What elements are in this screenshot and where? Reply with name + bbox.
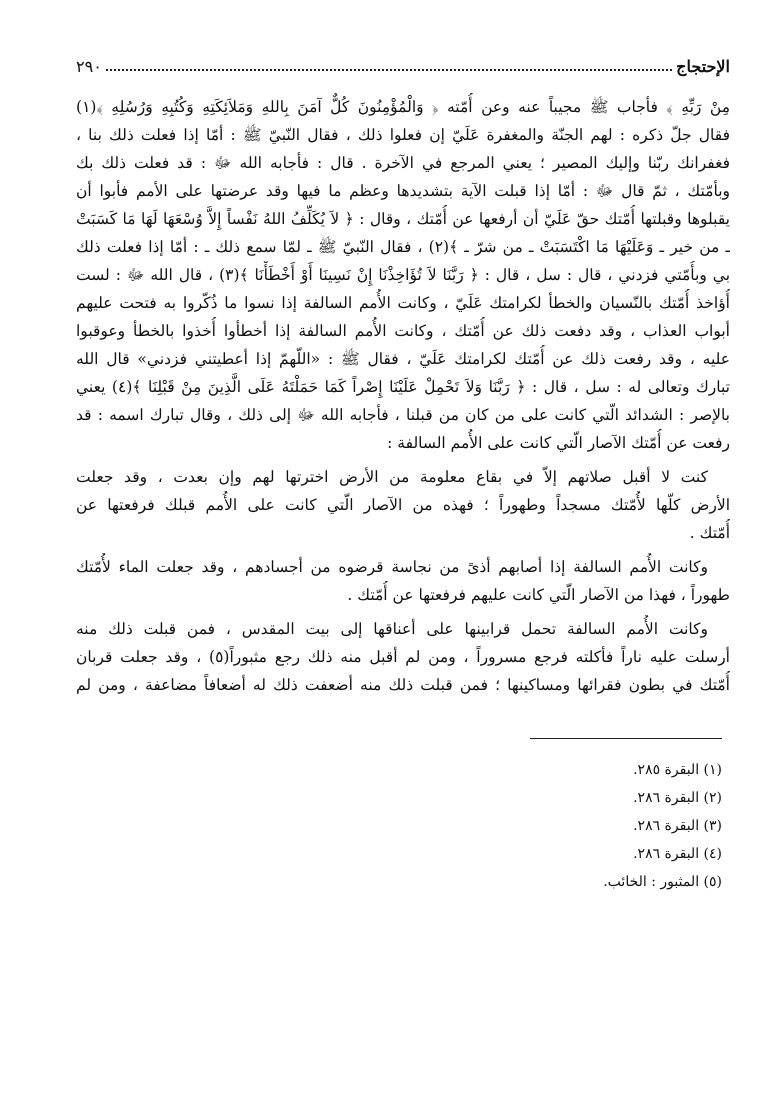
text-line: وكانت الأُمم السالفة إذا أصابهم أذىً من نجاسة قرضوه من أجسادهم ، وقد جعلت الماء لأُمّتك: [76, 558, 708, 576]
footnote: (١) البقرة ٢٨٥.: [633, 762, 722, 778]
main-text: [76, 93, 730, 699]
page-header: [76, 52, 730, 76]
text-line: بالإصر : الشدائد الّتي كانت على من كان من قبلنا ، فأجابه الله ﷻ إلى ذلك ، وقال تبارك اسمه : قد: [76, 406, 730, 424]
text-line: بي وبأُمّتي فزدني ، قال : سل ، قال : ﴿ رَبَّنَا لاَ تُؤَاخِذْنَا إِنْ نَسِينَا أَوْ أَخْطَأْنَا ﴾(٣) ، قال الله ﷻ : لست: [76, 266, 730, 284]
footnote: (٤) البقرة ٢٨٦.: [633, 846, 722, 862]
text-line: أرسلت عليه ناراً فأكلته فرجع مسروراً ، ومن لم أقبل منه ذلك رجع مثبوراً(٥) ، وقد جعلت قربان: [76, 648, 730, 666]
text-line: عليه ، وقد رفعت ذلك عن أُمّتك لكرامتك عَلَيّ ، فقال ﷺ : «اللّهمّ إذا أعطيتني فزدني» قال الله: [76, 350, 730, 368]
text-line: طهوراً ، فهذا من الآصار الّتي كانت عليهم فرفعتها عن أُمّتك .: [347, 586, 730, 604]
text-line: أُمّتك .: [689, 524, 730, 542]
text-line: كنت لا أقبل صلاتهم إلاّ في بقاع معلومة من الأرض اخترتها لهم وإن بعدت ، وقد جعلت: [76, 468, 708, 486]
text-line: فقال جلّ ذكره : لهم الجنّة والمغفرة عَلَيّ إن فعلوا ذلك ، فقال النّبيّ ﷺ : أمّا إذا فعلت ذلك بنا ،: [76, 126, 730, 144]
text-line: أبواب العذاب ، وقد دفعت ذلك عن أُمّتك ، وكانت الأُمم السالفة إذا أخطأوا أُخذوا بالخطأ وعوقبوا: [76, 322, 730, 340]
text-line: مِنْ رَبِّهِ ﴾ فأجاب ﷺ مجيباً عنه وعن أُمّته ﴿ وَالْمُؤْمِنُونَ كُلٌّ آمَنَ بِاللهِ وَمَلاَئِكَتِهِ وَكُتُبِهِ وَرُسُلِهِ ﴾(١): [76, 98, 730, 116]
text-line: يقبلوها وقبلتها أُمّتك حقّ عَلَيّ أن أرفعها عن أُمّتك ، وقال : ﴿ لاَ يُكَلِّفُ اللهُ نَفْساً إِلاَّ وُسْعَهَا لَهَا مَا كَسَبَتْ: [76, 210, 730, 228]
text-line: وكانت الأُمم السالفة تحمل قرابينها على أعناقها إلى بيت المقدس ، فمن قبلت ذلك منه: [76, 620, 708, 638]
text-line: فغفرانك ربّنا وإليك المصير ؛ يعني المرجع في الآخرة . قال : فأجابه الله ﷻ : قد فعلت ذلك بك: [76, 154, 730, 172]
footnote: (٥) المثبور : الخائب.: [603, 874, 722, 890]
footnote-separator: [530, 738, 722, 739]
text-line: تبارك وتعالى له : سل ، قال : ﴿ رَبَّنَا وَلاَ تَحْمِلْ عَلَيْنَا إِصْراً كَمَا حَمَلْتَهُ عَلَى الَّذِينَ مِنْ قَبْلِنَا ﴾(٤) يعني: [76, 378, 730, 396]
text-line: أُمّتك في بطون فقرائها ومساكينها ؛ فمن قبلت ذلك منه أضعفت ذلك له أضعافاً مضاعفة ، ومن لم: [76, 676, 730, 694]
running-title: الإحتجاج: [676, 57, 730, 76]
footnote: (٣) البقرة ٢٨٦.: [633, 818, 722, 834]
text-line: أُؤاخذ أُمّتك بالنّسيان والخطأ لكرامتك عَلَيّ ، وكانت الأُمم السالفة إذا نسوا ما ذُكّروا به فتحت عليهم: [76, 294, 730, 312]
text-line: الأرض كلّها لأُمّتك مسجداً وطهوراً ؛ فهذه من الآصار الّتي كانت على الأُمم قبلك فرفعتها عن: [76, 496, 730, 514]
text-line: ـ من خير ـ وَعَلَيْهَا مَا اكْتَسَبَتْ ـ من شرّ ـ ﴾(٢) ، فقال النّبيّ ﷺ ـ لمّا سمع ذلك ـ : أمّا إذا فعلت ذلك: [76, 238, 730, 256]
page-number: ٢٩٠: [76, 57, 102, 76]
footnotes: [400, 756, 722, 896]
header-dot-leader: [106, 69, 672, 71]
footnote: (٢) البقرة ٢٨٦.: [633, 790, 722, 806]
text-line: وبأمّتك ، ثمّ قال ﷻ : أمّا إذا قبلت الآية بتشديدها وعظم ما فيها وقد عرضتها على الأمم فأبوا أن: [76, 182, 730, 200]
text-line: رفعت عن أُمّتك الآصار الّتي كانت على الأُمم السالفة :: [387, 434, 730, 452]
